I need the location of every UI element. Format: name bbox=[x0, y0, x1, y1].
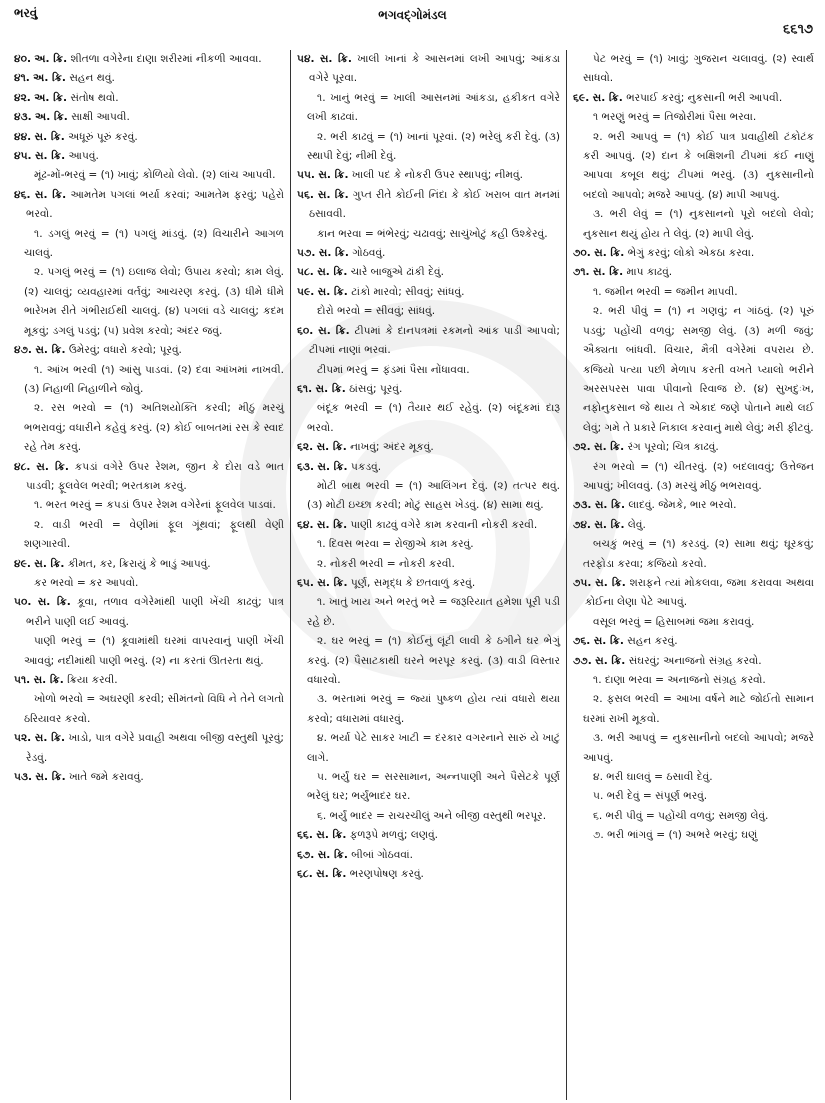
idiom-subentry bbox=[573, 302, 814, 438]
sense-definition: ચારે બાજુએ ઢાંકી દેવું. bbox=[350, 266, 444, 279]
idiom-definition: ૩. ભરતામાં ભરવું = જ્યાં પુષ્કળ હોય ત્યાં વધારો થયા કરવો; વધારામાં વધારવું. bbox=[307, 693, 560, 725]
part-of-speech: સ. ક્રિ. bbox=[316, 868, 347, 881]
sense-number: ૬૯. bbox=[573, 91, 590, 104]
sense-number: ૫૬. bbox=[297, 188, 314, 201]
part-of-speech: સ. ક્રિ. bbox=[594, 247, 625, 260]
idiom-subentry bbox=[573, 768, 814, 787]
sense-entry bbox=[14, 729, 284, 768]
part-of-speech: સ. ક્રિ. bbox=[319, 53, 352, 65]
idiom-definition: ૧. ડગલું ભરવું = (૧) પગલું માંડવું. (૨) વિચારીને આગળ ચાલવું. bbox=[24, 227, 284, 260]
sense-definition: બીબાં ગોઠવવાં. bbox=[351, 848, 413, 861]
part-of-speech: અ. ક્રિ. bbox=[33, 72, 66, 85]
idiom-definition: રંગ ભરવો = (૧) ચીતરવું. (૨) બદલાવવું; ઉત્તેજન આપવું; ખીલવવું. (૩) મરચું મીઠું ભભરાવવું. bbox=[583, 460, 814, 492]
sense-number: ૪૨. bbox=[14, 91, 31, 104]
idiom-subentry bbox=[573, 613, 814, 632]
sense-definition: ભરણપોષણ કરવું. bbox=[349, 868, 424, 881]
sense-number: ૪૪. bbox=[14, 130, 32, 143]
sense-definition: સંતોષ થવો. bbox=[70, 91, 119, 104]
idiom-subentry bbox=[573, 108, 814, 127]
part-of-speech: સ. ક્રિ. bbox=[35, 344, 66, 357]
idiom-subentry bbox=[14, 632, 284, 671]
sense-definition: ખાડો, પાત્ર વગેરે પ્રવાહી અથવા બીજી વસ્તુથી પૂરવું; રેડવું. bbox=[26, 732, 284, 764]
sense-entry bbox=[297, 865, 560, 884]
idiom-definition: બંદૂક ભરવી = (૧) તૈયાર થઈ રહેવું. (૨) બંદૂકમાં દારૂ ભરવો. bbox=[307, 402, 560, 434]
header-headword: ભરવું bbox=[14, 6, 38, 20]
sense-number: ૪૬. bbox=[14, 188, 31, 201]
sense-entry bbox=[14, 768, 284, 787]
idiom-definition: ૩. ભરી આપવું = નુકસાનીનો બદલો આપવો; મજરે આપવું. bbox=[583, 732, 814, 764]
idiom-subentry bbox=[297, 768, 560, 807]
part-of-speech: સ. ક્રિ. bbox=[33, 674, 64, 686]
sense-number: ૭૦. bbox=[573, 247, 591, 260]
sense-definition: ગોઠવવું. bbox=[352, 247, 386, 260]
sense-definition: પાણી કાઢવું વગેરે કામ કરવાની નોકરી કરવી. bbox=[350, 518, 538, 531]
idiom-definition: ૧. દિવસ ભરવા = રોજીએ કામ કરવું. bbox=[317, 538, 474, 551]
sense-number: ૭૩. bbox=[573, 499, 592, 512]
sense-number: ૬૧. bbox=[297, 382, 313, 395]
sense-number: ૫૭. bbox=[297, 247, 316, 260]
part-of-speech: સ. ક્રિ. bbox=[317, 460, 348, 473]
part-of-speech: સ. ક્રિ. bbox=[34, 130, 65, 143]
sense-definition: ખાતે જમે કરાવવું. bbox=[69, 771, 144, 784]
sense-entry bbox=[14, 341, 284, 360]
part-of-speech: સ. ક્રિ. bbox=[317, 576, 348, 589]
sense-entry bbox=[14, 555, 284, 574]
idiom-subentry bbox=[14, 225, 284, 264]
idiom-subentry bbox=[573, 535, 814, 574]
sense-definition: ખાલી પદ કે નોકરી ઉપર સ્થાપવું; નીમવું. bbox=[351, 169, 523, 182]
idiom-subentry bbox=[14, 361, 284, 400]
idiom-subentry bbox=[297, 807, 560, 826]
part-of-speech: સ. ક્રિ. bbox=[316, 441, 347, 454]
idiom-definition: ૧ ભરણું ભરવું = તિજોરીમાં પૈસા ભરવા. bbox=[593, 111, 757, 124]
sense-number: ૫૦. bbox=[14, 596, 32, 609]
idiom-definition: ટીપમાં ભરવું = ફંડમાં પૈસા નોંધાવવા. bbox=[317, 363, 470, 376]
sense-number: ૬૨. bbox=[297, 441, 314, 454]
idiom-definition: ૩. ભરી લેવું = (૧) નુકસાનનો પૂરો બદલો લેવો; નુકસાન થયું હોય તે લેવું. (૨) માપી લેવું. bbox=[583, 208, 814, 240]
idiom-definition: ૫. ભરી દેવું = સંપૂર્ણ ભરવું. bbox=[593, 790, 708, 803]
part-of-speech: સ. ક્રિ. bbox=[34, 732, 66, 745]
sense-definition: ક્રિયા કરવી. bbox=[67, 674, 118, 686]
sense-entry bbox=[297, 438, 560, 457]
sense-definition: સંઘરવું; અનાજનો સંગ્રહ કરવો. bbox=[628, 654, 762, 667]
idiom-subentry bbox=[297, 302, 560, 321]
idiom-subentry bbox=[297, 593, 560, 632]
sense-entry bbox=[573, 632, 814, 651]
sense-definition: આમતેમ પગલાં ભર્યા કરવાં; આમતેમ ફરવું; પહેરો ભરવો. bbox=[26, 188, 285, 221]
part-of-speech: સ. ક્રિ. bbox=[317, 285, 348, 298]
part-of-speech: સ. ક્રિ. bbox=[593, 441, 625, 454]
sense-number: ૬૩. bbox=[297, 460, 315, 473]
sense-definition: ગુપ્ત રીતે કોઈની નિંદા કે કોઈ ખરાબ વાત મનમાં ઠસાવવી. bbox=[309, 188, 560, 221]
idiom-definition: ૬. ભરી પીવું = પહોંચી વળવું; સમજી લેવું. bbox=[593, 809, 769, 822]
idiom-subentry bbox=[297, 555, 560, 574]
sense-definition: કૂવા, તળાવ વગેરેમાંથી પાણી ખેંચી કાઢવું; પાત્ર ભરીને પાણી લઈ આવવું. bbox=[26, 596, 284, 628]
part-of-speech: સ. ક્રિ. bbox=[318, 324, 350, 337]
idiom-subentry bbox=[297, 361, 560, 380]
sense-definition: લેવું. bbox=[627, 518, 646, 531]
part-of-speech: સ. ક્રિ. bbox=[595, 654, 626, 667]
sense-definition: ભરપાઈ કરવું; નુકસાની ભરી આપવી. bbox=[626, 91, 783, 104]
sense-entry bbox=[297, 826, 560, 845]
idiom-subentry bbox=[573, 787, 814, 806]
idiom-definition: ૧. ખાતું ખાય અને ભરતું ભરે = જરૂરિયાત હમેશા પૂરી પડી રહે છે. bbox=[307, 596, 560, 628]
column-3 bbox=[566, 50, 820, 1100]
idiom-definition: ૨. ભરી કાઢવું = (૧) ખાનાં પૂરવાં. (૨) ભરેલું કરી દેવું. (૩) સ્થાપી દેવું; નીમી દેવું. bbox=[307, 130, 560, 163]
sense-entry bbox=[297, 458, 560, 477]
sense-entry bbox=[573, 516, 814, 535]
sense-entry bbox=[14, 128, 284, 147]
sense-number: ૪૮. bbox=[14, 460, 31, 473]
sense-number: ૫૧. bbox=[14, 674, 31, 686]
idiom-subentry bbox=[573, 690, 814, 729]
idiom-subentry bbox=[573, 283, 814, 302]
sense-entry bbox=[573, 263, 814, 282]
part-of-speech: સ. ક્રિ. bbox=[318, 247, 349, 260]
idiom-definition: ૪. ભર્યા પેટે સાકર ખાટી = દરકાર વગરનાને સારું યે ખાટું લાગે. bbox=[307, 732, 560, 764]
sense-number: ૪૯. bbox=[14, 557, 31, 570]
idiom-definition: ૨. ભરી પીવું = (૧) ન ગણવું; ન ગાંઠવું. (૨) પૂરું પડવું; પહોંચી વળવું; સમજી લેવું. (૩) મળી જવું; ઐક્યતા બાંધવી. વિચાર, મૈત્રી વગેરેમાં વપરાય છે. કજિયો પત્યા પછી મેળાપ કરતી વખતે પ્યાલો ભરીને અરસપરસ પાવા પીવાનો રિવાજ છે. (૪) સુખદુઃખ, નફોનુકસાન જે થાય તે એકાદ જણે પોતાને માથે લઈ લેવું; ગમે તે પ્રકારે નિકાલ કરવાનું માથે લેવું; મરી ફીટવું. bbox=[583, 305, 814, 434]
sense-number: ૫૫. bbox=[297, 169, 315, 182]
idiom-subentry bbox=[297, 535, 560, 554]
part-of-speech: સ. ક્રિ. bbox=[594, 518, 625, 531]
idiom-subentry bbox=[573, 50, 814, 89]
sense-number: ૫૪. bbox=[297, 53, 315, 65]
sense-number: ૪૧. bbox=[14, 72, 30, 85]
sense-definition: ઉમેરવું; વધારો કરવો; પૂરવું. bbox=[68, 344, 182, 357]
idiom-definition: મૂંઢ-મોં-ભરવું = (૧) ખાવું; કોળિયો લેવો. (૨) લાંચ આપવી. bbox=[34, 169, 276, 182]
idiom-definition: ૧. ભરત ભરવું = કપડાં ઉપર રેશમ વગેરેનાં ફૂલવેલ પાડવાં. bbox=[34, 499, 276, 512]
idiom-subentry bbox=[297, 477, 560, 516]
idiom-subentry bbox=[573, 458, 814, 497]
sense-number: ૭૪. bbox=[573, 518, 591, 531]
idiom-subentry bbox=[14, 496, 284, 515]
idiom-subentry bbox=[297, 632, 560, 690]
idiom-subentry bbox=[14, 516, 284, 555]
sense-entry bbox=[297, 244, 560, 263]
part-of-speech: સ. ક્રિ. bbox=[318, 169, 349, 182]
sense-definition: ટીપમાં કે દાનપત્રમાં રકમનો આંક પાડી આપવો; ટીપમાં નાણાં ભરવાં. bbox=[309, 324, 560, 357]
idiom-definition: પેટ ભરવું = (૧) ખાવું; ગુજરાન ચલાવવું. (૨) સ્વાર્થ સાધવો. bbox=[583, 53, 814, 85]
sense-definition: પૂર્ણ, સમૃદ્ધ કે છતવાળું કરવું. bbox=[350, 576, 476, 589]
part-of-speech: અ. ક્રિ. bbox=[34, 53, 68, 65]
page-number: ૬૬૧૭ bbox=[783, 22, 813, 37]
sense-number: ૬૬. bbox=[297, 829, 313, 842]
idiom-subentry bbox=[297, 729, 560, 768]
sense-number: ૬૫. bbox=[297, 576, 314, 589]
idiom-definition: ૧. ખાનું ભરવું = ખાલી આસનમાં આંકડા, હકીકત વગેરે લખી કાઢવાં. bbox=[307, 91, 560, 124]
sense-number: ૫૯. bbox=[297, 285, 315, 298]
idiom-definition: મોટી બાથ ભરવી = (૧) આલિંગન દેવું. (૨) તત્પર થવું. (૩) મોટી ઇચ્છા કરવી; મોટું સાહસ ખેડવું. (૪) સામા થવું. bbox=[307, 479, 560, 512]
sense-definition: ખાલી ખાનાં કે આસનમાં લખી આપવું; આંકડા વગેરે પૂરવા. bbox=[309, 53, 560, 85]
sense-entry bbox=[297, 283, 560, 302]
sense-number: ૬૦. bbox=[297, 324, 314, 337]
sense-number: ૭૨. bbox=[573, 441, 591, 454]
sense-entry bbox=[573, 438, 814, 457]
sense-entry bbox=[14, 89, 284, 108]
sense-number: ૭૬. bbox=[573, 635, 591, 648]
idiom-definition: ૪. ભરી ઘાલવું = ઠસાવી દેવું. bbox=[593, 771, 713, 784]
sense-definition: શરાફને ત્યાં મોકલવા, જમા કરાવવા અથવા કોઈના લેણા પેટે આપવું. bbox=[585, 576, 814, 609]
sense-entry bbox=[14, 593, 284, 632]
part-of-speech: સ. ક્રિ. bbox=[594, 499, 626, 512]
sense-definition: નાખવું; અંદર મૂકવું. bbox=[350, 441, 434, 454]
sense-entry bbox=[14, 147, 284, 166]
sense-definition: શીતળા વગેરેના દાણા શરીરમાં નીકળી આવવા. bbox=[70, 53, 262, 65]
sense-number: ૫૮. bbox=[297, 266, 314, 279]
idiom-definition: બચકું ભરવું = (૧) કરડવું. (૨) સામા થવું; ઘૂરકવું; તરફોડા કરવા; કજિયો કરવો. bbox=[583, 538, 814, 570]
part-of-speech: સ. ક્રિ. bbox=[316, 518, 348, 531]
sense-entry bbox=[573, 496, 814, 515]
part-of-speech: અ. ક્રિ. bbox=[35, 111, 68, 124]
sense-entry bbox=[573, 652, 814, 671]
sense-entry bbox=[297, 166, 560, 185]
idiom-definition: ૬. ભર્યું ભાદર = રાચરચીલું અને બીજી વસ્તુથી ભરપૂર. bbox=[317, 809, 547, 822]
idiom-definition: ૨. ઘર ભરવું = (૧) કોઈનું લૂંટી લાવી કે ઠગીને ઘર ભેગું કરવું. (૨) પૈસાટકાથી ઘરને ભરપૂર કરવું. (૩) વાડી વિસ્તાર વધારવો. bbox=[307, 635, 560, 686]
sense-entry bbox=[14, 108, 284, 127]
sense-definition: સાક્ષી આપવી. bbox=[71, 111, 130, 124]
sense-definition: માપ કાઢવું. bbox=[626, 266, 673, 279]
idiom-subentry bbox=[573, 807, 814, 826]
idiom-definition: ૧. જમીન ભરવી = જમીન માપવી. bbox=[593, 285, 738, 298]
idiom-definition: ૨. રસ ભરવો = (૧) અતિશયોક્તિ કરવી; મીઠું મરચું ભભરાવવું; વધારીને કહેવું કરવું. (૨) કોઈ બાબતમાં રસ કે સ્વાદ રહે તેમ કરવું. bbox=[24, 402, 284, 454]
idiom-subentry bbox=[573, 671, 814, 690]
idiom-subentry bbox=[573, 205, 814, 244]
idiom-subentry bbox=[573, 729, 814, 768]
idiom-subentry bbox=[297, 225, 560, 244]
part-of-speech: અ. ક્રિ. bbox=[34, 91, 67, 104]
idiom-subentry bbox=[14, 574, 284, 593]
sense-entry bbox=[14, 671, 284, 690]
sense-number: ૪૩. bbox=[14, 111, 32, 124]
sense-entry bbox=[14, 458, 284, 497]
sense-definition: ઠાંસવું; પૂરવું. bbox=[349, 382, 403, 395]
sense-number: ૬૪. bbox=[297, 518, 314, 531]
idiom-subentry bbox=[573, 826, 814, 845]
sense-definition: લાદવું. જેમકે, ભાર ભરવો. bbox=[628, 499, 737, 512]
idiom-definition: કર ભરવો = કર આપવો. bbox=[34, 576, 139, 589]
part-of-speech: સ. ક્રિ. bbox=[34, 150, 66, 163]
idiom-subentry bbox=[14, 399, 284, 457]
sense-definition: કીમત, કર, ક્રિરાયું કે ભાડું આપવું. bbox=[67, 557, 211, 570]
idiom-definition: ૧. આંખ ભરવી (૧) આંસુ પાડવાં. (૨) દવા આંખમાં નાખવી. (૩) નિહાળી નિહાળીને જોવું. bbox=[24, 363, 284, 395]
part-of-speech: સ. ક્રિ. bbox=[316, 829, 347, 842]
sense-entry bbox=[297, 846, 560, 865]
sense-definition: પકડવું. bbox=[350, 460, 382, 473]
header-title: ભગવદ્ગોમંડલ bbox=[378, 8, 447, 22]
idiom-definition: ૨. ભરી આપવું = (૧) કોઈ પાત્ર પ્રવાહીથી ટંકોટંક કરી આપવું. (૨) દાન કે બક્ષિશની ટીપમાં કંઈ નાણું આપવા કબૂલ થવું; ટીપમાં ભરવું. (૩) નુકસાનીનો બદલો આપવો; મજરે આપવું. (૪) માપી આપવું. bbox=[583, 130, 814, 201]
idiom-definition: ૨. ફસલ ભરવી = આખા વર્ષને માટે જોઈતો સામાન ઘરમાં રાખી મૂકવો. bbox=[583, 693, 814, 725]
idiom-definition: ૨. નોકરી ભરવી = નોકરી કરવી. bbox=[317, 557, 455, 570]
sense-entry bbox=[297, 322, 560, 361]
part-of-speech: સ. ક્રિ. bbox=[315, 382, 346, 395]
sense-number: ૪૭. bbox=[14, 344, 32, 357]
column-2 bbox=[290, 50, 566, 1100]
sense-definition: સહન કરવું. bbox=[627, 635, 678, 648]
part-of-speech: સ. ક્રિ. bbox=[317, 188, 349, 201]
part-of-speech: સ. ક્રિ. bbox=[593, 635, 624, 648]
column-1 bbox=[8, 50, 290, 1100]
sense-entry bbox=[297, 380, 560, 399]
idiom-definition: ખોળો ભરવો = અઘરણી કરવી; સીમંતનો વિધિ ને તેને લગતો ઠરિયાવર કરવો. bbox=[24, 693, 284, 725]
sense-entry bbox=[573, 244, 814, 263]
part-of-speech: સ. ક્રિ. bbox=[595, 576, 626, 589]
sense-entry bbox=[573, 574, 814, 613]
sense-definition: અધૂરું પૂરું કરવું. bbox=[68, 130, 138, 143]
sense-definition: કપડાં વગેરે ઉપર રેશમ, જીન કે દોરા વડે ભાત પાડવી; ફૂલવેલ ભરવી; ભરતકામ કરવું. bbox=[26, 460, 284, 492]
idiom-subentry bbox=[14, 263, 284, 341]
idiom-subentry bbox=[573, 128, 814, 206]
page-header bbox=[0, 4, 825, 37]
idiom-subentry bbox=[297, 89, 560, 128]
sense-number: ૫૨. bbox=[14, 732, 32, 745]
idiom-definition: પાણી ભરવું = (૧) કૂવામાંથી ઘરમાં વાપરવાનું પાણી ખેંચી આવવું; નદીમાંથી પાણી ભરવું. (૨) ના કરતાં ઊતરતા થવું. bbox=[24, 635, 284, 667]
sense-definition: રંગ પૂરવો; ચિત્ર કાઢવું. bbox=[627, 441, 719, 454]
sense-entry bbox=[14, 69, 284, 88]
idiom-definition: ૨. પગલું ભરવું = (૧) ઇલાજ લેવો; ઉપાય કરવો; કામ લેવું. (૨) ચાલવું; વ્યવહારમાં વર્તવું; આચરણ કરવું. (૩) ધીમે ધીમે ભારેખમ રીતે ગંભીરાઈથી ચાલવું. (૪) પગલાં વડે ચાલવું; કદમ મૂકવું; ડગલું પડવું; (૫) પ્રવેશ કરવો; અંદર જવું. bbox=[24, 266, 284, 337]
idiom-definition: કાન ભરવા = ભંભેરવું; ચઢાવવું; સાચુંખોટું કહી ઉશ્કેરવું. bbox=[317, 227, 548, 240]
idiom-definition: ૭. ભરી ભાંગવું = (૧) અભરે ભરવું; ઘણું bbox=[593, 829, 758, 842]
part-of-speech: સ. ક્રિ. bbox=[34, 188, 67, 201]
sense-entry bbox=[573, 89, 814, 108]
sense-entry bbox=[297, 263, 560, 282]
part-of-speech: સ. ક્રિ. bbox=[317, 848, 348, 861]
sense-definition: ટાંકો મારવો; સીવવું; સાંધવું. bbox=[351, 285, 465, 298]
sense-number: ૭૧. bbox=[573, 266, 590, 279]
sense-entry bbox=[297, 574, 560, 593]
idiom-definition: ૨. વાડી ભરવી = વેણીમાં ફૂલ ગૂંથવાં; ફૂલથી વેણી શણગારવી. bbox=[24, 518, 284, 551]
sense-number: ૪૫. bbox=[14, 150, 32, 163]
sense-entry bbox=[297, 50, 560, 89]
part-of-speech: સ. ક્રિ. bbox=[35, 771, 66, 784]
part-of-speech: સ. ક્રિ. bbox=[37, 596, 71, 609]
idiom-subentry bbox=[297, 399, 560, 438]
sense-number: ૭૭. bbox=[573, 654, 592, 667]
part-of-speech: સ. ક્રિ. bbox=[317, 266, 348, 279]
idiom-definition: દોરો ભરવો = સીવવું; સાંધવું. bbox=[317, 305, 436, 318]
idiom-definition: વસૂલ ભરવું = હિસાબમાં જમા કરાવવું. bbox=[593, 615, 755, 628]
sense-number: ૫૩. bbox=[14, 771, 33, 784]
idiom-subentry bbox=[297, 690, 560, 729]
sense-number: ૭૫. bbox=[573, 576, 592, 589]
idiom-subentry bbox=[297, 128, 560, 167]
idiom-definition: ૫. ભર્યું ઘર = સરસામાન, અન્નપાણી અને પૈસેટકે પૂર્ણ ભરેલું ઘર; ભર્યુંભાદર ઘર. bbox=[307, 771, 560, 803]
sense-definition: સહન થવું. bbox=[69, 72, 115, 85]
sense-entry bbox=[14, 186, 284, 225]
sense-entry bbox=[297, 516, 560, 535]
sense-number: ૬૭. bbox=[297, 848, 315, 861]
sense-number: ૬૮. bbox=[297, 868, 313, 881]
sense-entry bbox=[297, 186, 560, 225]
sense-definition: ફળરૂપે મળવું; લણવું. bbox=[349, 829, 439, 842]
idiom-subentry bbox=[14, 690, 284, 729]
sense-entry bbox=[14, 50, 284, 69]
part-of-speech: સ. ક્રિ. bbox=[34, 557, 65, 570]
idiom-subentry bbox=[14, 166, 284, 185]
dictionary-columns bbox=[8, 50, 820, 1100]
idiom-definition: ૧. દાણા ભરવા = અનાજનો સંગ્રહ કરવો. bbox=[593, 674, 766, 686]
sense-definition: ભેગું કરવું; લોકો એકઠા કરવા. bbox=[627, 247, 755, 260]
part-of-speech: સ. ક્રિ. bbox=[592, 91, 623, 104]
sense-number: ૪૦. bbox=[14, 53, 31, 65]
part-of-speech: સ. ક્રિ. bbox=[592, 266, 624, 279]
sense-definition: આપવું. bbox=[68, 150, 99, 163]
part-of-speech: સ. ક્રિ. bbox=[36, 460, 69, 473]
